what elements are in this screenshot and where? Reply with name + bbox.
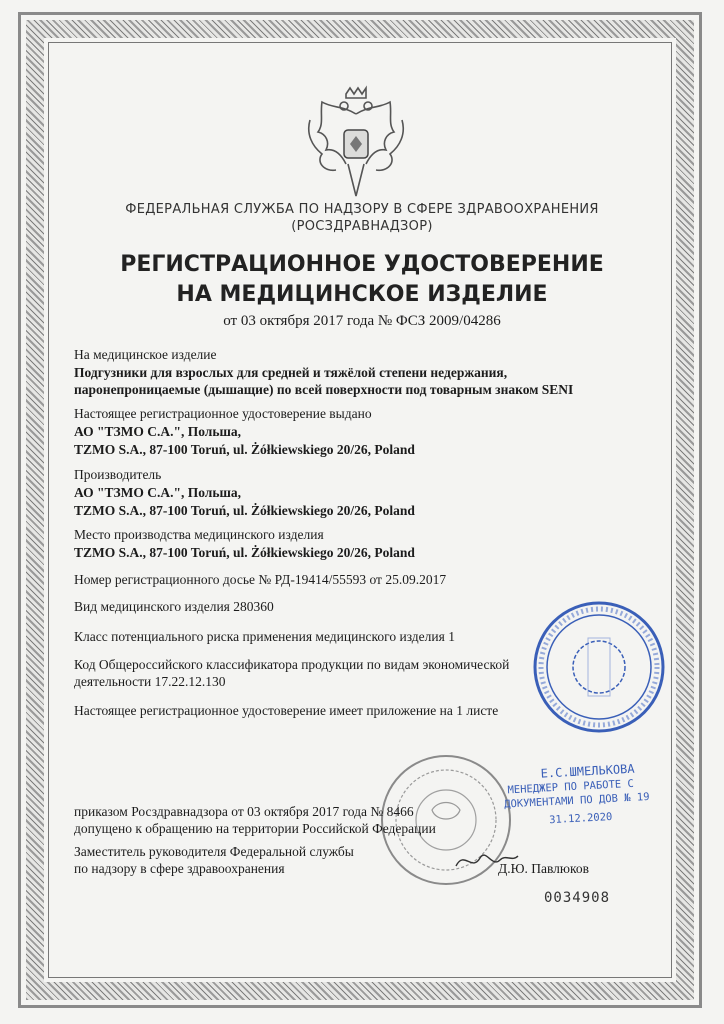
- document-subtitle: НА МЕДИЦИНСКОЕ ИЗДЕЛИЕ: [176, 282, 548, 307]
- risk-class: Класс потенциального риска применения медицинского изделия 1: [74, 629, 455, 644]
- registration-date-number: от 03 октября 2017 года № ФСЗ 2009/04286: [223, 313, 501, 329]
- manufacturer-line1: АО "ТЗМО С.А.", Польша,: [74, 485, 241, 500]
- production-site-line1: TZMO S.A., 87-100 Toruń, ul. Żółkiewskiego 20/26, Poland: [74, 545, 415, 560]
- stamp-date: 31.12.2020: [548, 810, 613, 827]
- issued-to-label: Настоящее регистрационное удостоверение выдано: [74, 406, 372, 421]
- document-title: РЕГИСТРАЦИОННОЕ УДОСТОВЕРЕНИЕ: [120, 252, 604, 277]
- signatory-title-line2: по надзору в сфере здравоохранения: [74, 861, 285, 876]
- issued-to-line1: АО "ТЗМО С.А.", Польша,: [74, 424, 241, 439]
- agency-abbreviation: (РОСЗДРАВНАДЗОР): [291, 219, 433, 234]
- signatory-title-line1: Заместитель руководителя Федеральной службы: [74, 844, 354, 859]
- serial-number: 0034908: [544, 890, 611, 906]
- appendix-note: Настоящее регистрационное удостоверение имеет приложение на 1 листе: [74, 703, 499, 718]
- stamp-position: МЕНЕДЖЕР ПО РАБОТЕ С: [507, 777, 635, 797]
- order-line1: приказом Росздравнадзора от 03 октября 2017 года № 8466: [74, 804, 414, 819]
- stamp-name: Е.С.ШМЕЛЬКОВА: [540, 761, 635, 781]
- issued-to-line2: TZMO S.A., 87-100 Toruń, ul. Żółkiewskiego 20/26, Poland: [74, 442, 415, 457]
- double-headed-eagle-emblem-icon: [296, 84, 416, 200]
- signature-icon: [452, 846, 522, 874]
- production-site-label: Место производства медицинского изделия: [74, 527, 324, 542]
- okpd-code-line1: Код Общероссийского классификатора продукции по видам экономической: [74, 657, 510, 672]
- stamp-department: ДОКУМЕНТАМИ ПО ДОВ № 19: [503, 790, 650, 811]
- agency-name: ФЕДЕРАЛЬНАЯ СЛУЖБА ПО НАДЗОРУ В СФЕРЕ ЗДРАВООХРАНЕНИЯ: [125, 202, 599, 217]
- okpd-code-line2: деятельности 17.22.12.130: [74, 674, 226, 689]
- device-type: Вид медицинского изделия 280360: [74, 599, 274, 614]
- certified-copy-stamp: [500, 759, 681, 834]
- device-name-line2: паронепроницаемые (дышащие) по всей поверхности под товарным знаком SENI: [74, 382, 574, 397]
- manufacturer-line2: TZMO S.A., 87-100 Toruń, ul. Żółkiewskiego 20/26, Poland: [74, 503, 415, 518]
- dossier-number: Номер регистрационного досье № РД-19414/55593 от 25.09.2017: [74, 572, 447, 587]
- order-line2: допущено к обращению на территории Российской Федерации: [74, 821, 436, 836]
- device-name-line1: Подгузники для взрослых для средней и тяжёлой степени недержания,: [74, 365, 508, 380]
- device-label: На медицинское изделие: [74, 347, 217, 362]
- manufacturer-label: Производитель: [74, 467, 162, 482]
- signatory-name: Д.Ю. Павлюков: [498, 861, 589, 876]
- company-stamp-icon: [530, 598, 668, 736]
